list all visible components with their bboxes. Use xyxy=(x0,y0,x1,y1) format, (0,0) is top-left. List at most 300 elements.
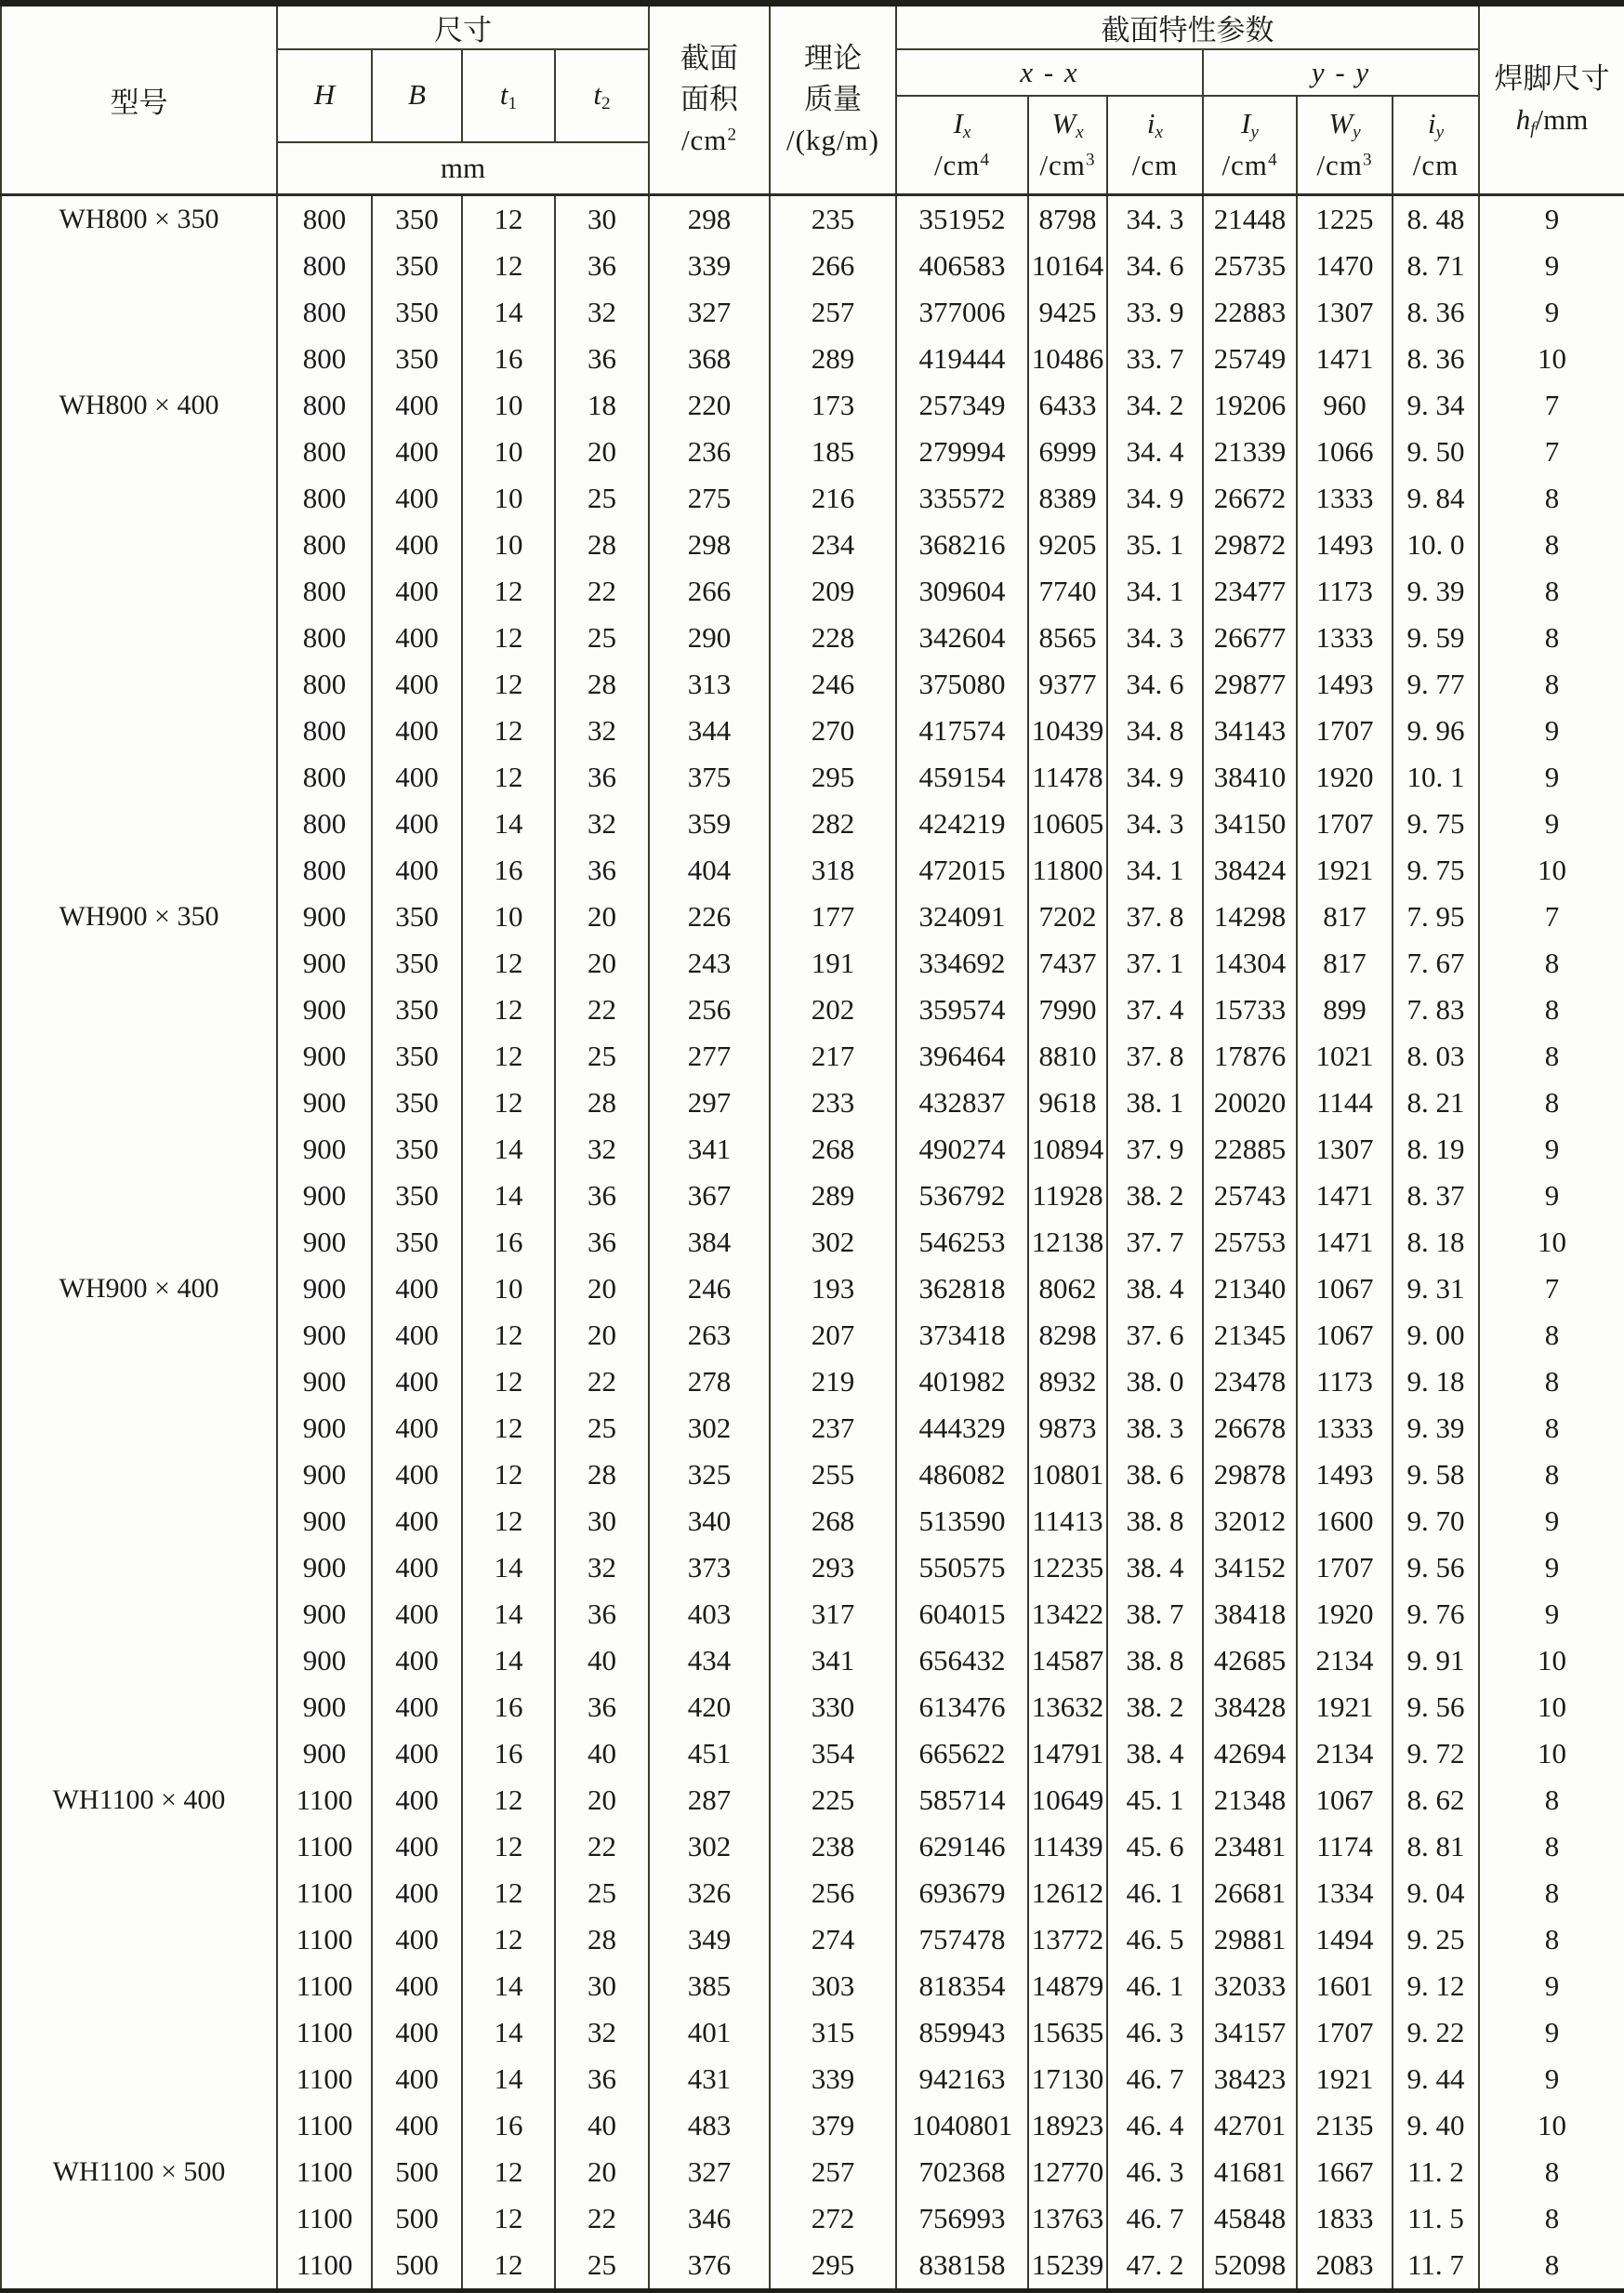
table-row xyxy=(1,1916,1624,1963)
cell-mass: 233 xyxy=(770,1080,896,1126)
cell-wx-modulus: 9377 xyxy=(1028,661,1107,708)
cell-t1: 16 xyxy=(462,336,555,382)
cell-area: 243 xyxy=(649,940,770,987)
cell-wy-modulus: 1333 xyxy=(1297,615,1393,661)
cell-wy-modulus: 1707 xyxy=(1297,2009,1393,2056)
cell-wx-modulus: 12138 xyxy=(1028,1219,1107,1266)
cell-mass: 339 xyxy=(770,2056,896,2102)
cell-iy-radius: 8. 18 xyxy=(1393,1219,1479,1266)
cell-wx-modulus: 15635 xyxy=(1028,2009,1107,2056)
cell-iy-radius: 11. 7 xyxy=(1393,2242,1479,2292)
cell-iy-inertia: 38428 xyxy=(1203,1684,1297,1730)
cell-h: 1100 xyxy=(277,2056,372,2102)
cell-t1: 12 xyxy=(462,1080,555,1126)
cell-wy-modulus: 1921 xyxy=(1297,1684,1393,1730)
col-header-Wx: $W_x$ $/cm^3$ xyxy=(1028,96,1107,194)
cell-t2: 30 xyxy=(555,194,649,243)
cell-t1: 12 xyxy=(462,1498,555,1544)
cell-iy-inertia: 38424 xyxy=(1203,847,1297,894)
cell-ix-radius: 46. 3 xyxy=(1107,2009,1203,2056)
cell-b: 400 xyxy=(372,1777,462,1823)
cell-ix-radius: 37. 8 xyxy=(1107,1033,1203,1080)
cell-mass: 268 xyxy=(770,1498,896,1544)
cell-weld-size: 7 xyxy=(1479,1266,1624,1312)
cell-weld-size: 7 xyxy=(1479,382,1624,429)
cell-area: 236 xyxy=(649,429,770,475)
table-row xyxy=(1,1312,1624,1359)
cell-wx-modulus: 12770 xyxy=(1028,2149,1107,2195)
cell-weld-size: 7 xyxy=(1479,429,1624,475)
cell-t1: 14 xyxy=(462,1544,555,1591)
cell-wy-modulus: 1021 xyxy=(1297,1033,1393,1080)
cell-area: 375 xyxy=(649,754,770,801)
cell-ix-inertia: 362818 xyxy=(896,1266,1028,1312)
cell-mass: 270 xyxy=(770,708,896,754)
cell-weld-size: 8 xyxy=(1479,1359,1624,1405)
cell-ix-inertia: 309604 xyxy=(896,568,1028,615)
cell-ix-radius: 34. 2 xyxy=(1107,382,1203,429)
cell-mass: 207 xyxy=(770,1312,896,1359)
cell-h: 800 xyxy=(277,336,372,382)
cell-weld-size: 9 xyxy=(1479,1126,1624,1173)
cell-iy-radius: 8. 37 xyxy=(1393,1173,1479,1219)
cell-h: 900 xyxy=(277,1126,372,1173)
cell-wx-modulus: 13632 xyxy=(1028,1684,1107,1730)
cell-wx-modulus: 10649 xyxy=(1028,1777,1107,1823)
cell-wy-modulus: 1470 xyxy=(1297,243,1393,289)
cell-ix-inertia: 536792 xyxy=(896,1173,1028,1219)
cell-h: 900 xyxy=(277,1312,372,1359)
cell-model xyxy=(1,243,277,289)
cell-weld-size: 8 xyxy=(1479,2149,1624,2195)
cell-ix-inertia: 459154 xyxy=(896,754,1028,801)
cell-weld-size: 10 xyxy=(1479,1684,1624,1730)
cell-ix-radius: 45. 1 xyxy=(1107,1777,1203,1823)
cell-ix-radius: 33. 9 xyxy=(1107,289,1203,336)
cell-t1: 12 xyxy=(462,615,555,661)
cell-model xyxy=(1,2102,277,2149)
cell-mass: 317 xyxy=(770,1591,896,1637)
cell-mass: 238 xyxy=(770,1823,896,1870)
table-row xyxy=(1,2242,1624,2292)
table-row xyxy=(1,1777,1624,1823)
cell-weld-size: 8 xyxy=(1479,1870,1624,1916)
cell-t1: 10 xyxy=(462,429,555,475)
cell-t1: 12 xyxy=(462,1033,555,1080)
cell-h: 800 xyxy=(277,801,372,847)
cell-weld-size: 10 xyxy=(1479,847,1624,894)
cell-iy-inertia: 22883 xyxy=(1203,289,1297,336)
cell-h: 900 xyxy=(277,1219,372,1266)
cell-ix-radius: 38. 4 xyxy=(1107,1730,1203,1777)
cell-iy-radius: 9. 31 xyxy=(1393,1266,1479,1312)
cell-wy-modulus: 817 xyxy=(1297,894,1393,940)
cell-b: 350 xyxy=(372,894,462,940)
cell-wx-modulus: 15239 xyxy=(1028,2242,1107,2292)
cell-area: 302 xyxy=(649,1823,770,1870)
cell-t2: 36 xyxy=(555,243,649,289)
cell-t2: 40 xyxy=(555,1637,649,1684)
cell-iy-inertia: 21448 xyxy=(1203,194,1297,243)
cell-iy-radius: 8. 36 xyxy=(1393,289,1479,336)
cell-ix-inertia: 377006 xyxy=(896,289,1028,336)
cell-wx-modulus: 13772 xyxy=(1028,1916,1107,1963)
cell-b: 350 xyxy=(372,336,462,382)
cell-iy-radius: 9. 39 xyxy=(1393,1405,1479,1451)
cell-ix-inertia: 373418 xyxy=(896,1312,1028,1359)
cell-h: 800 xyxy=(277,382,372,429)
cell-t1: 16 xyxy=(462,2102,555,2149)
cell-area: 263 xyxy=(649,1312,770,1359)
cell-iy-inertia: 21348 xyxy=(1203,1777,1297,1823)
cell-weld-size: 8 xyxy=(1479,2195,1624,2242)
cell-mass: 219 xyxy=(770,1359,896,1405)
cell-mass: 193 xyxy=(770,1266,896,1312)
cell-model xyxy=(1,1730,277,1777)
cell-ix-inertia: 756993 xyxy=(896,2195,1028,2242)
cell-wx-modulus: 6433 xyxy=(1028,382,1107,429)
col-header-weld xyxy=(1479,4,1624,195)
cell-h: 800 xyxy=(277,708,372,754)
cell-area: 403 xyxy=(649,1591,770,1637)
cell-wx-modulus: 14791 xyxy=(1028,1730,1107,1777)
table-row xyxy=(1,194,1624,243)
cell-ix-inertia: 335572 xyxy=(896,475,1028,522)
cell-ix-inertia: 334692 xyxy=(896,940,1028,987)
cell-area: 384 xyxy=(649,1219,770,1266)
cell-wy-modulus: 2083 xyxy=(1297,2242,1393,2292)
cell-iy-radius: 8. 36 xyxy=(1393,336,1479,382)
cell-wy-modulus: 1493 xyxy=(1297,1451,1393,1498)
table-row xyxy=(1,2009,1624,2056)
cell-model xyxy=(1,1033,277,1080)
cell-wx-modulus: 14879 xyxy=(1028,1963,1107,2009)
col-header-t1: $t_1$ xyxy=(462,49,555,142)
cell-ix-radius: 38. 4 xyxy=(1107,1544,1203,1591)
cell-t2: 28 xyxy=(555,1451,649,1498)
cell-t2: 25 xyxy=(555,1405,649,1451)
table-row xyxy=(1,661,1624,708)
cell-wy-modulus: 1471 xyxy=(1297,336,1393,382)
table-row xyxy=(1,475,1624,522)
cell-iy-radius: 9. 59 xyxy=(1393,615,1479,661)
mass-label-line2: 质量 xyxy=(804,83,862,116)
cell-iy-radius: 9. 70 xyxy=(1393,1498,1479,1544)
cell-wx-modulus: 8810 xyxy=(1028,1033,1107,1080)
cell-iy-inertia: 34143 xyxy=(1203,708,1297,754)
cell-h: 1100 xyxy=(277,2009,372,2056)
cell-b: 400 xyxy=(372,429,462,475)
cell-t2: 22 xyxy=(555,568,649,615)
cell-wx-modulus: 10801 xyxy=(1028,1451,1107,1498)
cell-iy-radius: 11. 2 xyxy=(1393,2149,1479,2195)
cell-wx-modulus: 8389 xyxy=(1028,475,1107,522)
cell-ix-radius: 46. 1 xyxy=(1107,1870,1203,1916)
cell-h: 900 xyxy=(277,1591,372,1637)
cell-h: 800 xyxy=(277,615,372,661)
cell-model xyxy=(1,661,277,708)
cell-wx-modulus: 13763 xyxy=(1028,2195,1107,2242)
cell-t2: 28 xyxy=(555,522,649,568)
cell-mass: 209 xyxy=(770,568,896,615)
cell-mass: 257 xyxy=(770,289,896,336)
cell-wy-modulus: 1471 xyxy=(1297,1173,1393,1219)
cell-b: 350 xyxy=(372,289,462,336)
cell-area: 359 xyxy=(649,801,770,847)
cell-wx-modulus: 10439 xyxy=(1028,708,1107,754)
cell-mass: 217 xyxy=(770,1033,896,1080)
cell-b: 400 xyxy=(372,1498,462,1544)
table-row xyxy=(1,1730,1624,1777)
cell-b: 400 xyxy=(372,1870,462,1916)
cell-wy-modulus: 960 xyxy=(1297,382,1393,429)
cell-ix-radius: 45. 6 xyxy=(1107,1823,1203,1870)
cell-h: 1100 xyxy=(277,2195,372,2242)
cell-iy-radius: 9. 58 xyxy=(1393,1451,1479,1498)
cell-t1: 14 xyxy=(462,1637,555,1684)
cell-ix-radius: 34. 6 xyxy=(1107,661,1203,708)
cell-t1: 14 xyxy=(462,2056,555,2102)
cell-t1: 12 xyxy=(462,1870,555,1916)
cell-weld-size: 8 xyxy=(1479,987,1624,1033)
cell-model xyxy=(1,1498,277,1544)
cell-weld-size: 8 xyxy=(1479,1405,1624,1451)
cell-b: 500 xyxy=(372,2242,462,2292)
cell-wy-modulus: 1707 xyxy=(1297,1544,1393,1591)
cell-iy-inertia: 45848 xyxy=(1203,2195,1297,2242)
cell-iy-radius: 7. 95 xyxy=(1393,894,1479,940)
cell-b: 400 xyxy=(372,2009,462,2056)
cell-area: 302 xyxy=(649,1405,770,1451)
table-row xyxy=(1,2056,1624,2102)
cell-area: 287 xyxy=(649,1777,770,1823)
cell-model xyxy=(1,429,277,475)
cell-model xyxy=(1,1312,277,1359)
cell-area: 298 xyxy=(649,194,770,243)
cell-wx-modulus: 11800 xyxy=(1028,847,1107,894)
cell-ix-inertia: 665622 xyxy=(896,1730,1028,1777)
cell-t1: 14 xyxy=(462,1126,555,1173)
cell-iy-inertia: 38410 xyxy=(1203,754,1297,801)
cell-wy-modulus: 1921 xyxy=(1297,847,1393,894)
cell-weld-size: 9 xyxy=(1479,243,1624,289)
cell-mass: 268 xyxy=(770,1126,896,1173)
cell-mass: 246 xyxy=(770,661,896,708)
cell-wx-modulus: 8798 xyxy=(1028,194,1107,243)
cell-b: 350 xyxy=(372,243,462,289)
cell-weld-size: 8 xyxy=(1479,1777,1624,1823)
cell-ix-radius: 37. 9 xyxy=(1107,1126,1203,1173)
cell-h: 1100 xyxy=(277,1870,372,1916)
cell-t2: 28 xyxy=(555,1080,649,1126)
cell-iy-radius: 8. 81 xyxy=(1393,1823,1479,1870)
cell-iy-inertia: 17876 xyxy=(1203,1033,1297,1080)
cell-model: WH800 × 400 xyxy=(1,382,277,429)
cell-iy-inertia: 23481 xyxy=(1203,1823,1297,1870)
cell-b: 350 xyxy=(372,1173,462,1219)
cell-ix-radius: 34. 9 xyxy=(1107,754,1203,801)
cell-area: 226 xyxy=(649,894,770,940)
table-row xyxy=(1,1684,1624,1730)
cell-ix-radius: 46. 7 xyxy=(1107,2056,1203,2102)
col-header-Ix: $I_x$ $/cm^4$ xyxy=(896,96,1028,194)
cell-area: 451 xyxy=(649,1730,770,1777)
cell-b: 350 xyxy=(372,1219,462,1266)
cell-iy-inertia: 21339 xyxy=(1203,429,1297,475)
cell-mass: 256 xyxy=(770,1870,896,1916)
cell-t2: 20 xyxy=(555,1312,649,1359)
cell-t1: 12 xyxy=(462,194,555,243)
cell-wy-modulus: 1225 xyxy=(1297,194,1393,243)
cell-t2: 20 xyxy=(555,429,649,475)
cell-weld-size: 9 xyxy=(1479,1544,1624,1591)
cell-h: 900 xyxy=(277,1033,372,1080)
cell-weld-size: 9 xyxy=(1479,289,1624,336)
cell-ix-inertia: 818354 xyxy=(896,1963,1028,2009)
table-row xyxy=(1,289,1624,336)
cell-t1: 14 xyxy=(462,1173,555,1219)
cell-t1: 10 xyxy=(462,1266,555,1312)
table-row xyxy=(1,1080,1624,1126)
cell-ix-inertia: 342604 xyxy=(896,615,1028,661)
cell-mass: 266 xyxy=(770,243,896,289)
cell-ix-inertia: 1040801 xyxy=(896,2102,1028,2149)
cell-mass: 272 xyxy=(770,2195,896,2242)
cell-ix-inertia: 424219 xyxy=(896,801,1028,847)
cell-h: 900 xyxy=(277,1359,372,1405)
cell-b: 400 xyxy=(372,568,462,615)
col-header-t2: $t_2$ xyxy=(555,49,649,142)
cell-mass: 228 xyxy=(770,615,896,661)
cell-ix-inertia: 444329 xyxy=(896,1405,1028,1451)
cell-t1: 14 xyxy=(462,289,555,336)
cell-area: 325 xyxy=(649,1451,770,1498)
cell-t2: 25 xyxy=(555,475,649,522)
cell-ix-radius: 34. 1 xyxy=(1107,568,1203,615)
cell-ix-inertia: 257349 xyxy=(896,382,1028,429)
cell-model xyxy=(1,1173,277,1219)
cell-wx-modulus: 12235 xyxy=(1028,1544,1107,1591)
cell-ix-inertia: 859943 xyxy=(896,2009,1028,2056)
cell-ix-inertia: 419444 xyxy=(896,336,1028,382)
cell-iy-inertia: 23478 xyxy=(1203,1359,1297,1405)
cell-iy-inertia: 25735 xyxy=(1203,243,1297,289)
cell-area: 483 xyxy=(649,2102,770,2149)
col-header-Wy: $W_y$ $/cm^3$ xyxy=(1297,96,1393,194)
cell-b: 400 xyxy=(372,1730,462,1777)
cell-weld-size: 9 xyxy=(1479,194,1624,243)
table-row xyxy=(1,940,1624,987)
cell-wy-modulus: 1667 xyxy=(1297,2149,1393,2195)
cell-b: 400 xyxy=(372,1405,462,1451)
area-label-line2: 面积 xyxy=(680,83,738,116)
cell-ix-inertia: 401982 xyxy=(896,1359,1028,1405)
cell-model xyxy=(1,1637,277,1684)
cell-weld-size: 8 xyxy=(1479,1080,1624,1126)
cell-model xyxy=(1,1405,277,1451)
cell-area: 326 xyxy=(649,1870,770,1916)
cell-t1: 12 xyxy=(462,2242,555,2292)
cell-weld-size: 9 xyxy=(1479,1963,1624,2009)
cell-t1: 12 xyxy=(462,568,555,615)
group-header-y-axis: y - y xyxy=(1203,49,1479,96)
cell-weld-size: 9 xyxy=(1479,2009,1624,2056)
cell-b: 400 xyxy=(372,1266,462,1312)
cell-weld-size: 8 xyxy=(1479,940,1624,987)
cell-iy-radius: 8. 71 xyxy=(1393,243,1479,289)
cell-ix-inertia: 513590 xyxy=(896,1498,1028,1544)
cell-ix-radius: 33. 7 xyxy=(1107,336,1203,382)
table-row xyxy=(1,1173,1624,1219)
cell-area: 297 xyxy=(649,1080,770,1126)
cell-iy-radius: 10. 0 xyxy=(1393,522,1479,568)
cell-t2: 20 xyxy=(555,894,649,940)
cell-t1: 12 xyxy=(462,1823,555,1870)
cell-iy-inertia: 21340 xyxy=(1203,1266,1297,1312)
cell-h: 900 xyxy=(277,1405,372,1451)
table-row xyxy=(1,1359,1624,1405)
cell-wy-modulus: 1707 xyxy=(1297,801,1393,847)
cell-iy-inertia: 52098 xyxy=(1203,2242,1297,2292)
table-row xyxy=(1,894,1624,940)
cell-t2: 36 xyxy=(555,847,649,894)
cell-wx-modulus: 6999 xyxy=(1028,429,1107,475)
table-row xyxy=(1,1126,1624,1173)
cell-t2: 20 xyxy=(555,2149,649,2195)
cell-ix-radius: 34. 3 xyxy=(1107,615,1203,661)
cell-t1: 16 xyxy=(462,1730,555,1777)
col-header-iy: $i_y$ /cm xyxy=(1393,96,1479,194)
cell-area: 266 xyxy=(649,568,770,615)
group-header-size: 尺寸 xyxy=(277,4,649,50)
table-row xyxy=(1,522,1624,568)
cell-area: 327 xyxy=(649,289,770,336)
cell-b: 400 xyxy=(372,754,462,801)
cell-wx-modulus: 8298 xyxy=(1028,1312,1107,1359)
cell-ix-radius: 34. 4 xyxy=(1107,429,1203,475)
cell-iy-inertia: 38423 xyxy=(1203,2056,1297,2102)
cell-iy-radius: 7. 67 xyxy=(1393,940,1479,987)
cell-t1: 16 xyxy=(462,1684,555,1730)
cell-iy-inertia: 21345 xyxy=(1203,1312,1297,1359)
cell-h: 800 xyxy=(277,475,372,522)
cell-area: 367 xyxy=(649,1173,770,1219)
cell-t1: 14 xyxy=(462,801,555,847)
cell-mass: 354 xyxy=(770,1730,896,1777)
cell-ix-inertia: 604015 xyxy=(896,1591,1028,1637)
cell-model xyxy=(1,522,277,568)
cell-model xyxy=(1,475,277,522)
col-header-ix: $i_x$ /cm xyxy=(1107,96,1203,194)
cell-iy-radius: 9. 39 xyxy=(1393,568,1479,615)
cell-b: 400 xyxy=(372,522,462,568)
cell-area: 346 xyxy=(649,2195,770,2242)
cell-model xyxy=(1,940,277,987)
cell-b: 350 xyxy=(372,1126,462,1173)
mass-label-line1: 理论 xyxy=(804,42,862,75)
cell-wx-modulus: 9873 xyxy=(1028,1405,1107,1451)
cell-weld-size: 9 xyxy=(1479,1591,1624,1637)
cell-t1: 10 xyxy=(462,522,555,568)
weld-unit: $h_f/mm$ xyxy=(1515,102,1589,139)
cell-h: 800 xyxy=(277,289,372,336)
cell-ix-inertia: 472015 xyxy=(896,847,1028,894)
cell-h: 800 xyxy=(277,754,372,801)
cell-iy-inertia: 41681 xyxy=(1203,2149,1297,2195)
cell-ix-inertia: 693679 xyxy=(896,1870,1028,1916)
cell-b: 400 xyxy=(372,475,462,522)
cell-h: 900 xyxy=(277,1637,372,1684)
